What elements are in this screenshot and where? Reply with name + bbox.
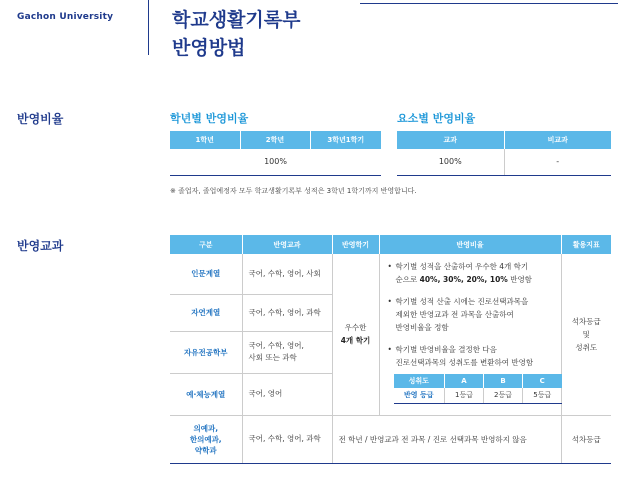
ratio-bullet-1-percentages: 40%, 30%, 20%, 10% — [419, 275, 508, 284]
section-label-ratio: 반영비율 — [17, 112, 64, 126]
ratio-bullet-1-post: 반영함 — [507, 275, 532, 284]
section-label-subjects: 반영교과 — [17, 239, 64, 253]
subjects-medical: 국어, 수학, 영어, 과학 — [242, 415, 332, 463]
category-medical-line2: 한의예과, — [189, 434, 222, 444]
achievement-header-label: 성취도 — [394, 374, 445, 388]
category-medical-line1: 의예과, — [193, 423, 219, 433]
ratio-bullet-1-pre: 순으로 — [395, 275, 420, 284]
subjects-natural: 국어, 수학, 영어, 과학 — [242, 294, 332, 331]
ratio-bullet-1-line2 — [396, 273, 555, 286]
semester-line2: 4개 학기 — [340, 336, 371, 346]
by-year-table — [170, 131, 381, 176]
page-title-line1: 학교생활기록부 — [172, 9, 301, 31]
ratio-footnote: ※ 졸업자, 졸업예정자 모두 학교생활기록부 성적은 3학년 1학기까지 반영합니다. — [170, 187, 417, 195]
ratio-bullet-3-line2: 진로선택과목의 성취도를 변환하여 반영함 — [395, 358, 534, 367]
table-row — [170, 415, 611, 463]
by-element-header-2: 비교과 — [504, 131, 611, 149]
achievement-row-label: 반영 등급 — [394, 388, 445, 403]
subjects-header-ratio: 반영비율 — [379, 235, 561, 254]
subjects-liberal-line1: 국어, 수학, 영어, — [248, 341, 304, 350]
ratio-bullet-2-line2: 제외한 반영교과 전 과목을 산출하여 — [395, 310, 514, 319]
category-medical-line3: 약학과 — [194, 445, 217, 455]
achievement-header-c: C — [523, 374, 562, 388]
category-natural: 자연계열 — [170, 294, 242, 331]
subjects-liberal-line2: 사회 또는 과학 — [248, 353, 297, 362]
indicator-line1: 석차등급 — [571, 316, 601, 326]
indicator-cell — [561, 254, 611, 415]
by-element-table — [397, 131, 611, 176]
category-arts: 예·체능계열 — [170, 373, 242, 415]
indicator-line2: 및 — [582, 329, 590, 339]
page-title-line2: 반영방법 — [172, 37, 246, 59]
subjects-header-semester: 반영학기 — [332, 235, 379, 254]
medical-note: 전 학년 / 반영교과 전 과목 / 진로 선택과목 반영하지 않음 — [332, 415, 561, 463]
table-row — [170, 254, 611, 294]
by-year-header-3: 3학년1학기 — [310, 131, 381, 149]
achievement-header-a: A — [445, 374, 484, 388]
semester-cell — [332, 254, 379, 415]
header-divider-horizontal — [360, 3, 618, 4]
by-element-title: 요소별 반영비율 — [397, 112, 476, 125]
medical-indicator: 석차등급 — [561, 415, 611, 463]
category-medical — [170, 415, 242, 463]
university-logo-text: Gachon University — [17, 12, 114, 22]
subjects-liberal — [242, 331, 332, 373]
ratio-bullet-2 — [386, 295, 555, 334]
by-element-value-1: 100% — [397, 149, 504, 175]
ratio-bullet-2-line3: 반영비율을 정함 — [395, 323, 449, 332]
indicator-line3: 성취도 — [575, 342, 598, 352]
ratio-cell — [379, 254, 561, 415]
header-divider-vertical — [148, 0, 149, 55]
by-element-value-2: - — [504, 149, 611, 175]
page-title — [172, 6, 300, 62]
by-year-value: 100% — [170, 149, 381, 175]
achievement-value-a: 1등급 — [445, 388, 484, 403]
category-liberal: 자유전공학부 — [170, 331, 242, 373]
subjects-header-indicator: 활용지표 — [561, 235, 611, 254]
subjects-header-subjects: 반영교과 — [242, 235, 332, 254]
category-humanities: 인문계열 — [170, 254, 242, 294]
subjects-table — [170, 235, 611, 464]
achievement-table — [394, 374, 562, 404]
subjects-header-category: 구분 — [170, 235, 242, 254]
ratio-bullet-3-line1: • 학기별 반영비율을 결정한 다음 — [395, 345, 497, 354]
ratio-bullet-1-line1: • 학기별 성적을 산출하여 우수한 4개 학기 — [395, 262, 529, 271]
subjects-arts: 국어, 영어 — [242, 373, 332, 415]
semester-line1: 우수한 — [344, 323, 367, 333]
subjects-humanities: 국어, 수학, 영어, 사회 — [242, 254, 332, 294]
achievement-value-c: 5등급 — [523, 388, 562, 403]
ratio-bullet-2-line1: • 학기별 성적 산출 시에는 진로선택과목을 — [395, 297, 529, 306]
by-year-header-1: 1학년 — [170, 131, 240, 149]
ratio-bullet-1 — [386, 260, 555, 286]
achievement-header-b: B — [484, 374, 523, 388]
by-element-header-1: 교과 — [397, 131, 504, 149]
achievement-value-b: 2등급 — [484, 388, 523, 403]
by-year-header-2: 2학년 — [240, 131, 310, 149]
by-year-title: 학년별 반영비율 — [170, 112, 249, 125]
ratio-bullet-3 — [386, 343, 555, 369]
